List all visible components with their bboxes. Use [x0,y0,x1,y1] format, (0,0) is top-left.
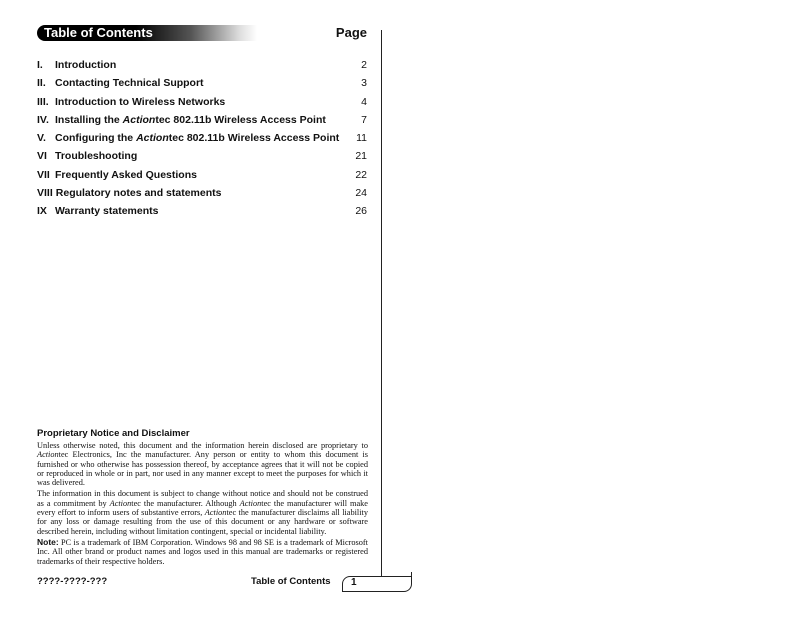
toc-page: 22 [355,168,367,181]
toc-page: 11 [356,132,367,145]
brand-action: Action [37,450,59,460]
notice-paragraph: The information in this document is subject to change without notice and should not be construed as a commitment by Actiontec the manufacturer. Although Actiontec the manufacturer will make every effort to inform users of substantive errors, Actiontec the manufacturer disclaims all liability for any loss or damage resulting from the use of this document or any hardware or software described herein, including without limitation contingent, special or incidental liability. [37,489,368,536]
toc-title: Regulatory notes and statements [55,187,222,200]
brand-action: Action [204,508,227,518]
brand-action: Action [239,498,262,508]
toc-row[interactable] [37,74,367,92]
toc-row[interactable] [37,184,367,202]
toc-title: Introduction [55,59,117,71]
toc-number: IX [37,205,47,218]
toc-page: 26 [355,205,367,218]
notice-heading: Proprietary Notice and Disclaimer [37,428,190,439]
toc-row[interactable] [37,93,367,111]
toc-number: III. [37,95,49,108]
toc-title: Frequently Asked Questions [55,168,197,181]
toc-number: V. [37,132,46,145]
page-number: 1 [351,577,357,588]
toc-title: Troubleshooting [55,150,138,163]
note-label: Note: [37,536,59,547]
toc-title: Introduction to Wireless Networks [55,95,226,108]
toc-row[interactable] [37,129,367,147]
page-title: Table of Contents [44,25,153,40]
toc-title: Contacting Technical Support [55,77,204,90]
page-divider [381,30,382,578]
toc-number: I. [37,59,43,71]
document-number: ????-????-??? [37,576,108,587]
notice-paragraph: Unless otherwise noted, this document and the information herein disclosed are proprietary to Actiontec Electronics, Inc the manufacturer. Any person or entity to whom this document is furnished or who otherwise has possession thereof, by acceptance agrees that it will not be copied or reproduced in whole or in part, nor used in any manner except to meet the purposes for which it was delivered. [37,441,368,488]
toc-page: 7 [361,113,367,126]
notice-note: Note: PC is a trademark of IBM Corporation. Windows 98 and 98 SE is a trademark of Microsoft Inc. All other brand or product names and logos used in this manual are trademarks or registered trademarks of their respective holders. [37,536,368,566]
toc-number: II. [37,77,46,90]
toc-page: 24 [355,187,367,200]
toc-page: 2 [361,59,367,71]
footer-section-title: Table of Contents [251,576,331,587]
page-column-label: Page [335,25,367,40]
toc-page: 4 [361,95,367,108]
toc-number: VI [37,150,47,163]
brand-action: Action [109,498,132,508]
toc-title: Configuring the Actiontec 802.11b Wireless Access Point [55,132,340,145]
toc-title: Installing the Actiontec 802.11b Wireless Access Point [55,113,326,126]
toc-row[interactable] [37,56,367,74]
brand-action: Action [122,113,156,126]
toc-row[interactable] [37,111,367,129]
proprietary-notice [37,428,368,568]
toc-row[interactable] [37,166,367,184]
toc-number: IV. [37,113,49,126]
table-of-contents [37,56,367,221]
toc-number: VII [37,168,50,181]
toc-row[interactable] [37,202,367,220]
toc-page: 3 [361,77,367,90]
toc-row[interactable] [37,147,367,165]
brand-action: Action [136,132,169,145]
toc-page: 21 [355,150,367,163]
toc-number: VIII [37,187,53,200]
toc-title: Warranty statements [55,205,159,218]
